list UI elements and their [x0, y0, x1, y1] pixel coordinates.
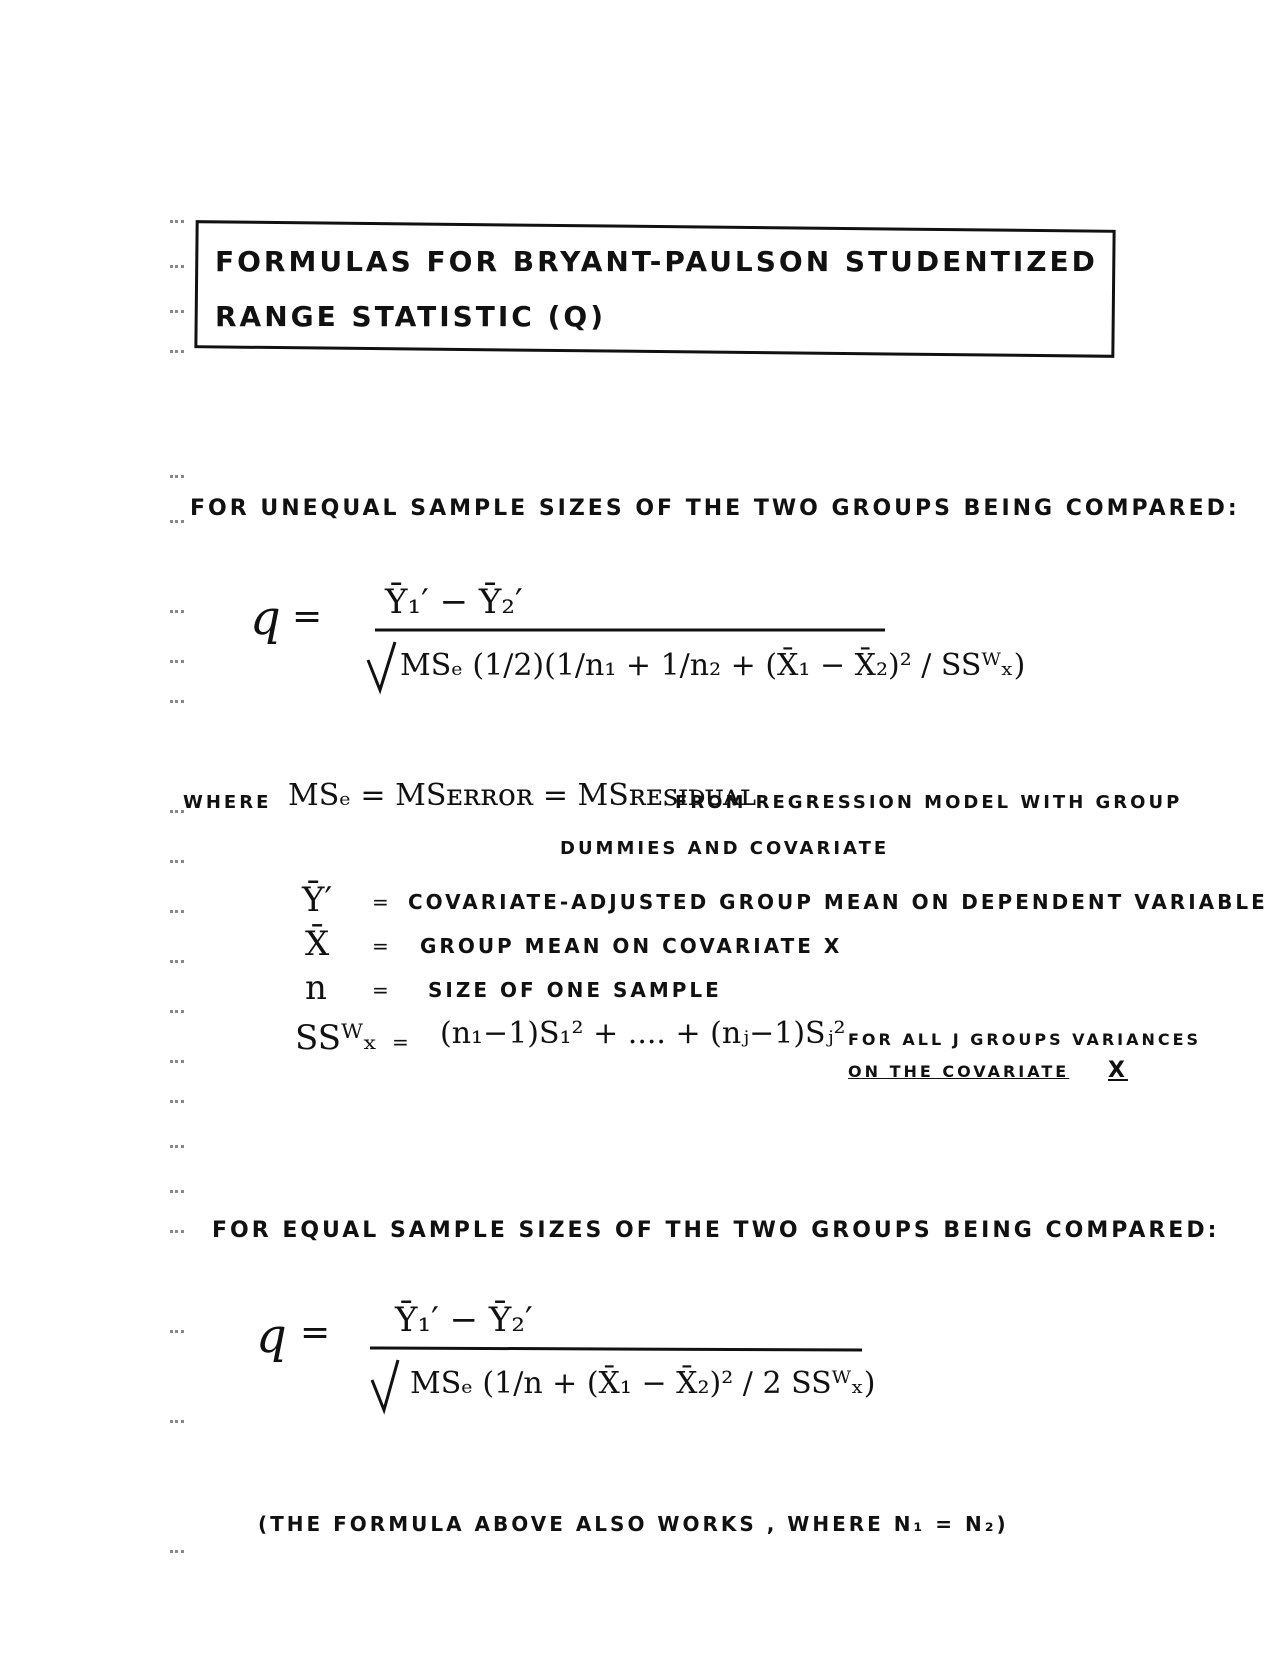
equal-equals: = — [300, 1312, 331, 1353]
def-desc-n: SIZE OF ONE SAMPLE — [428, 978, 722, 1002]
margin-dots — [170, 220, 190, 1620]
equal-heading: FOR EQUAL SAMPLE SIZES OF THE TWO GROUPS BEING COMPARED: — [212, 1218, 1220, 1243]
ssw-note-2: ON THE COVARIATE — [848, 1062, 1070, 1081]
ssw-equals: = — [392, 1030, 409, 1054]
def-eq-yprime: = — [372, 890, 389, 914]
def-symbol-n: n — [305, 968, 327, 1008]
unequal-numerator: Ȳ₁′ − Ȳ₂′ — [385, 582, 523, 622]
unequal-equals: = — [292, 596, 323, 637]
def-eq-n: = — [372, 978, 389, 1002]
def-symbol-yprime: Ȳ′ — [302, 880, 333, 920]
mse-description-1: FROM REGRESSION MODEL WITH GROUP — [675, 792, 1183, 813]
title-box — [194, 220, 1115, 358]
mse-definition: MSₑ = MSᴇʀʀᴏʀ = MSʀᴇꜱɪᴅᴜᴀʟ — [288, 778, 757, 813]
footnote: (THE FORMULA ABOVE ALSO WORKS , WHERE N₁ = N₂) — [258, 1512, 1009, 1536]
unequal-q-label: q — [250, 590, 281, 646]
equal-fraction-bar — [370, 1348, 862, 1350]
ssw-symbol: SSᵂₓ — [295, 1018, 378, 1058]
title-line-2: RANGE STATISTIC (Q) — [215, 300, 607, 333]
where-label: WHERE — [183, 792, 272, 813]
ssw-note-x: X — [1108, 1058, 1128, 1083]
unequal-radical-sign — [368, 642, 395, 690]
title-line-1: FORMULAS FOR BRYANT-PAULSON STUDENTIZED — [215, 245, 1098, 278]
equal-q-label: q — [256, 1308, 287, 1364]
mse-description-2: DUMMIES AND COVARIATE — [560, 838, 890, 859]
equal-denominator: MSₑ (1/n + (X̄₁ − X̄₂)² / 2 SSᵂₓ) — [410, 1366, 876, 1401]
def-eq-xbar: = — [372, 934, 389, 958]
equal-numerator: Ȳ₁′ − Ȳ₂′ — [395, 1300, 533, 1340]
ssw-formula: (n₁−1)S₁² + .... + (nⱼ−1)Sⱼ² — [440, 1016, 846, 1051]
def-symbol-xbar: X̄ — [305, 924, 330, 964]
def-desc-xbar: GROUP MEAN ON COVARIATE X — [420, 934, 843, 958]
ssw-note-1: FOR ALL J GROUPS VARIANCES — [848, 1030, 1202, 1049]
equal-radical-sign — [372, 1360, 398, 1410]
unequal-heading: FOR UNEQUAL SAMPLE SIZES OF THE TWO GROUPS BEING COMPARED: — [190, 496, 1240, 521]
unequal-denominator: MSₑ (1/2)(1/n₁ + 1/n₂ + (X̄₁ − X̄₂)² / SSᵂₓ) — [400, 648, 1026, 683]
def-desc-yprime: COVARIATE-ADJUSTED GROUP MEAN ON DEPENDENT VARIABLE — [408, 890, 1268, 914]
